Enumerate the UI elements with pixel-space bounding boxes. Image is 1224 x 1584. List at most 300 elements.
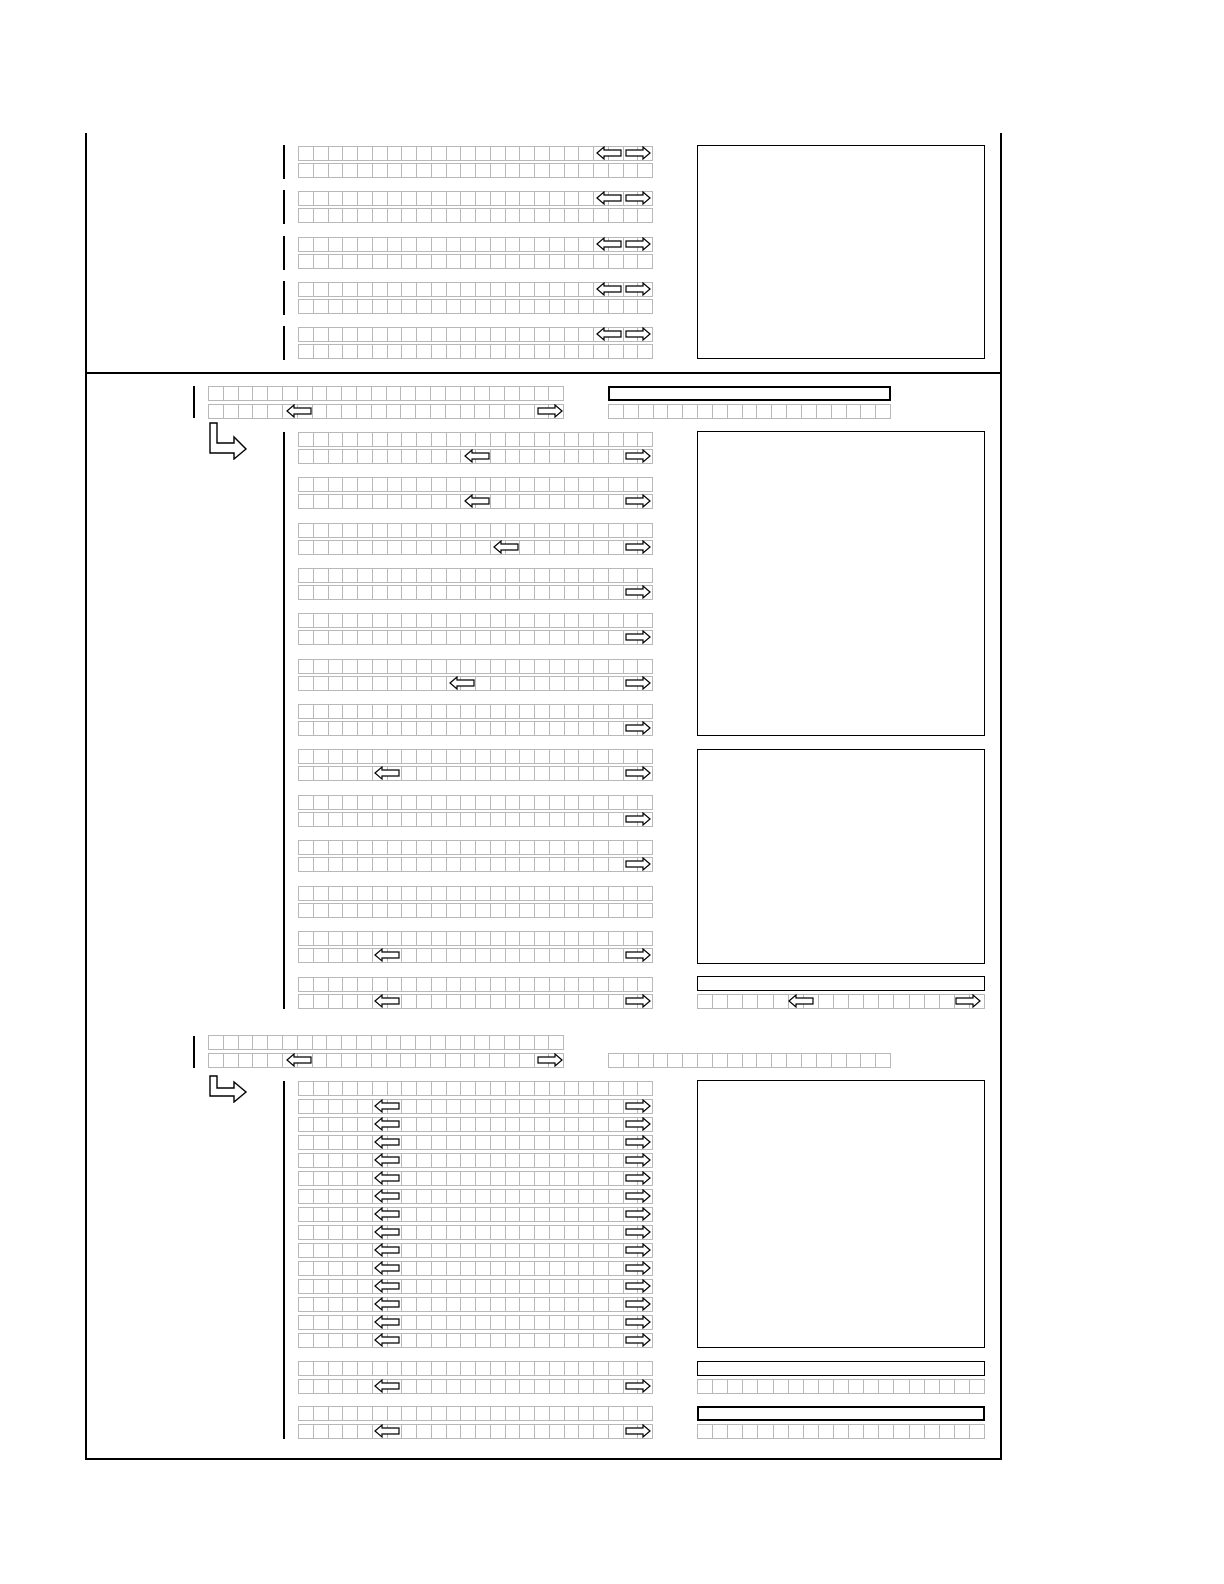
char-box[interactable] bbox=[476, 1135, 491, 1150]
char-box[interactable] bbox=[728, 1424, 743, 1439]
char-box[interactable] bbox=[447, 630, 462, 645]
char-box[interactable] bbox=[579, 1171, 594, 1186]
char-box[interactable] bbox=[638, 1081, 653, 1096]
char-box[interactable] bbox=[358, 163, 373, 178]
char-box[interactable] bbox=[579, 857, 594, 872]
char-box[interactable] bbox=[565, 299, 580, 314]
char-box[interactable] bbox=[520, 676, 535, 691]
char-box[interactable] bbox=[550, 327, 565, 342]
char-box[interactable] bbox=[550, 931, 565, 946]
char-box[interactable] bbox=[550, 494, 565, 509]
char-box[interactable] bbox=[506, 1424, 521, 1439]
char-box[interactable] bbox=[638, 886, 653, 901]
char-box[interactable] bbox=[447, 477, 462, 492]
char-box[interactable] bbox=[697, 1424, 713, 1439]
char-box[interactable] bbox=[535, 903, 550, 918]
char-box[interactable] bbox=[520, 191, 535, 206]
char-box[interactable] bbox=[417, 721, 432, 736]
char-box[interactable] bbox=[550, 1081, 565, 1096]
char-box[interactable] bbox=[447, 766, 462, 781]
char-box[interactable] bbox=[388, 659, 403, 674]
char-box[interactable] bbox=[550, 1379, 565, 1394]
char-box[interactable] bbox=[476, 1279, 491, 1294]
char-box[interactable] bbox=[565, 1243, 580, 1258]
char-box[interactable] bbox=[713, 994, 728, 1009]
char-box[interactable] bbox=[461, 1424, 476, 1439]
char-box[interactable] bbox=[329, 477, 344, 492]
char-box[interactable] bbox=[417, 282, 432, 297]
char-box[interactable] bbox=[432, 766, 447, 781]
char-box[interactable] bbox=[506, 613, 521, 628]
char-box[interactable] bbox=[550, 540, 565, 555]
char-box[interactable] bbox=[579, 568, 594, 583]
char-box[interactable] bbox=[609, 585, 624, 600]
char-box[interactable] bbox=[208, 404, 224, 419]
char-box[interactable] bbox=[520, 613, 535, 628]
char-box[interactable] bbox=[432, 1171, 447, 1186]
char-box[interactable] bbox=[298, 1315, 314, 1330]
char-box[interactable] bbox=[432, 523, 447, 538]
char-box[interactable] bbox=[535, 146, 550, 161]
char-box[interactable] bbox=[358, 432, 373, 447]
char-box[interactable] bbox=[461, 1315, 476, 1330]
char-box[interactable] bbox=[638, 299, 653, 314]
char-box[interactable] bbox=[447, 191, 462, 206]
char-box[interactable] bbox=[283, 386, 298, 401]
char-box[interactable] bbox=[594, 1279, 609, 1294]
char-box[interactable] bbox=[461, 749, 476, 764]
char-box[interactable] bbox=[402, 749, 417, 764]
char-box[interactable] bbox=[372, 1035, 387, 1050]
char-box[interactable] bbox=[491, 477, 506, 492]
char-box[interactable] bbox=[520, 254, 535, 269]
char-box[interactable] bbox=[417, 1333, 432, 1348]
char-box[interactable] bbox=[417, 886, 432, 901]
char-box[interactable] bbox=[683, 1053, 698, 1068]
char-box[interactable] bbox=[697, 994, 713, 1009]
char-box[interactable] bbox=[594, 208, 609, 223]
char-box[interactable] bbox=[594, 585, 609, 600]
char-box[interactable] bbox=[298, 795, 314, 810]
char-box[interactable] bbox=[343, 931, 358, 946]
char-box[interactable] bbox=[579, 1261, 594, 1276]
char-box[interactable] bbox=[506, 749, 521, 764]
char-box[interactable] bbox=[624, 568, 639, 583]
char-box[interactable] bbox=[565, 327, 580, 342]
char-box[interactable] bbox=[550, 282, 565, 297]
char-box[interactable] bbox=[358, 977, 373, 992]
char-box[interactable] bbox=[343, 1424, 358, 1439]
char-box[interactable] bbox=[550, 1135, 565, 1150]
char-box[interactable] bbox=[520, 540, 535, 555]
char-box[interactable] bbox=[506, 282, 521, 297]
char-box[interactable] bbox=[638, 840, 653, 855]
char-box[interactable] bbox=[329, 630, 344, 645]
char-box[interactable] bbox=[550, 163, 565, 178]
char-box[interactable] bbox=[461, 1297, 476, 1312]
char-box[interactable] bbox=[624, 659, 639, 674]
char-box[interactable] bbox=[550, 1279, 565, 1294]
char-box[interactable] bbox=[314, 344, 329, 359]
char-box[interactable] bbox=[535, 1315, 550, 1330]
char-box[interactable] bbox=[298, 1117, 314, 1132]
char-box[interactable] bbox=[638, 1406, 653, 1421]
char-box[interactable] bbox=[388, 1361, 403, 1376]
char-box[interactable] bbox=[476, 163, 491, 178]
char-box[interactable] bbox=[476, 1099, 491, 1114]
char-box[interactable] bbox=[298, 1279, 314, 1294]
char-box[interactable] bbox=[565, 1225, 580, 1240]
char-box[interactable] bbox=[476, 1424, 491, 1439]
char-box[interactable] bbox=[314, 795, 329, 810]
char-box[interactable] bbox=[461, 1243, 476, 1258]
char-box[interactable] bbox=[491, 1135, 506, 1150]
char-box[interactable] bbox=[579, 523, 594, 538]
char-box[interactable] bbox=[402, 1153, 417, 1168]
char-box[interactable] bbox=[298, 540, 314, 555]
char-box[interactable] bbox=[579, 1361, 594, 1376]
char-box[interactable] bbox=[565, 146, 580, 161]
char-box[interactable] bbox=[314, 630, 329, 645]
char-box[interactable] bbox=[491, 704, 506, 719]
char-box[interactable] bbox=[624, 254, 639, 269]
char-box[interactable] bbox=[447, 749, 462, 764]
char-box[interactable] bbox=[343, 344, 358, 359]
char-box[interactable] bbox=[638, 208, 653, 223]
char-box[interactable] bbox=[535, 630, 550, 645]
char-box[interactable] bbox=[461, 1117, 476, 1132]
total-bar[interactable] bbox=[697, 976, 985, 991]
char-box[interactable] bbox=[955, 1424, 970, 1439]
char-box[interactable] bbox=[358, 254, 373, 269]
char-box[interactable] bbox=[417, 208, 432, 223]
char-box[interactable] bbox=[876, 404, 891, 419]
char-box[interactable] bbox=[447, 282, 462, 297]
char-box[interactable] bbox=[609, 344, 624, 359]
char-box[interactable] bbox=[417, 795, 432, 810]
char-box[interactable] bbox=[314, 568, 329, 583]
char-box[interactable] bbox=[388, 977, 403, 992]
char-box[interactable] bbox=[373, 191, 388, 206]
char-box[interactable] bbox=[789, 1379, 804, 1394]
char-box[interactable] bbox=[329, 994, 344, 1009]
char-box[interactable] bbox=[476, 327, 491, 342]
char-box[interactable] bbox=[506, 146, 521, 161]
char-box[interactable] bbox=[329, 191, 344, 206]
char-box[interactable] bbox=[579, 191, 594, 206]
char-box[interactable] bbox=[447, 449, 462, 464]
char-box[interactable] bbox=[373, 1406, 388, 1421]
char-box[interactable] bbox=[565, 659, 580, 674]
char-box[interactable] bbox=[565, 795, 580, 810]
char-box[interactable] bbox=[447, 1424, 462, 1439]
char-box[interactable] bbox=[447, 948, 462, 963]
char-box[interactable] bbox=[461, 1261, 476, 1276]
char-box[interactable] bbox=[490, 386, 505, 401]
char-box[interactable] bbox=[609, 449, 624, 464]
char-box[interactable] bbox=[329, 1135, 344, 1150]
char-box[interactable] bbox=[624, 795, 639, 810]
char-box[interactable] bbox=[609, 1406, 624, 1421]
char-box[interactable] bbox=[343, 585, 358, 600]
char-box[interactable] bbox=[298, 676, 314, 691]
char-box[interactable] bbox=[476, 630, 491, 645]
char-box[interactable] bbox=[491, 977, 506, 992]
char-box[interactable] bbox=[491, 163, 506, 178]
char-box[interactable] bbox=[970, 1424, 985, 1439]
char-box[interactable] bbox=[298, 163, 314, 178]
char-box[interactable] bbox=[506, 568, 521, 583]
char-box[interactable] bbox=[476, 795, 491, 810]
char-box[interactable] bbox=[565, 1153, 580, 1168]
char-box[interactable] bbox=[343, 1406, 358, 1421]
char-box[interactable] bbox=[638, 749, 653, 764]
char-box[interactable] bbox=[608, 1053, 624, 1068]
char-box[interactable] bbox=[565, 1361, 580, 1376]
char-box-field[interactable] bbox=[298, 254, 653, 269]
char-box[interactable] bbox=[609, 254, 624, 269]
char-box[interactable] bbox=[432, 1207, 447, 1222]
char-box[interactable] bbox=[772, 404, 787, 419]
char-box[interactable] bbox=[432, 886, 447, 901]
char-box[interactable] bbox=[314, 1361, 329, 1376]
char-box[interactable] bbox=[550, 1406, 565, 1421]
char-box[interactable] bbox=[447, 1171, 462, 1186]
char-box[interactable] bbox=[417, 659, 432, 674]
char-box[interactable] bbox=[476, 191, 491, 206]
char-box[interactable] bbox=[638, 613, 653, 628]
char-box[interactable] bbox=[609, 749, 624, 764]
char-box[interactable] bbox=[520, 1424, 535, 1439]
char-box[interactable] bbox=[476, 1207, 491, 1222]
char-box[interactable] bbox=[387, 1035, 402, 1050]
char-box[interactable] bbox=[535, 540, 550, 555]
char-box[interactable] bbox=[491, 994, 506, 1009]
char-box[interactable] bbox=[329, 494, 344, 509]
char-box-field[interactable] bbox=[208, 1053, 564, 1068]
char-box[interactable] bbox=[343, 523, 358, 538]
char-box[interactable] bbox=[609, 1424, 624, 1439]
char-box[interactable] bbox=[402, 1424, 417, 1439]
char-box[interactable] bbox=[432, 585, 447, 600]
char-box[interactable] bbox=[476, 704, 491, 719]
char-box[interactable] bbox=[491, 237, 506, 252]
char-box[interactable] bbox=[388, 523, 403, 538]
char-box[interactable] bbox=[343, 721, 358, 736]
char-box[interactable] bbox=[609, 1207, 624, 1222]
char-box[interactable] bbox=[475, 404, 490, 419]
char-box[interactable] bbox=[506, 840, 521, 855]
char-box[interactable] bbox=[925, 994, 940, 1009]
char-box[interactable] bbox=[417, 1081, 432, 1096]
char-box[interactable] bbox=[535, 812, 550, 827]
char-box[interactable] bbox=[774, 1424, 789, 1439]
char-box[interactable] bbox=[594, 1153, 609, 1168]
char-box[interactable] bbox=[329, 1207, 344, 1222]
char-box[interactable] bbox=[358, 1153, 373, 1168]
char-box[interactable] bbox=[624, 704, 639, 719]
header-bar[interactable] bbox=[608, 386, 891, 401]
char-box[interactable] bbox=[624, 432, 639, 447]
char-box[interactable] bbox=[329, 795, 344, 810]
char-box[interactable] bbox=[565, 432, 580, 447]
char-box[interactable] bbox=[208, 1035, 224, 1050]
char-box[interactable] bbox=[476, 886, 491, 901]
char-box[interactable] bbox=[358, 568, 373, 583]
char-box[interactable] bbox=[802, 1053, 817, 1068]
char-box[interactable] bbox=[432, 1261, 447, 1276]
char-box[interactable] bbox=[343, 208, 358, 223]
char-box[interactable] bbox=[402, 886, 417, 901]
char-box[interactable] bbox=[565, 237, 580, 252]
char-box[interactable] bbox=[358, 630, 373, 645]
char-box[interactable] bbox=[491, 749, 506, 764]
char-box[interactable] bbox=[638, 344, 653, 359]
char-box[interactable] bbox=[491, 299, 506, 314]
char-box[interactable] bbox=[417, 1171, 432, 1186]
char-box[interactable] bbox=[638, 1361, 653, 1376]
char-box[interactable] bbox=[447, 568, 462, 583]
char-box[interactable] bbox=[358, 1135, 373, 1150]
char-box[interactable] bbox=[329, 1261, 344, 1276]
char-box[interactable] bbox=[565, 1171, 580, 1186]
char-box[interactable] bbox=[358, 282, 373, 297]
char-box[interactable] bbox=[343, 1117, 358, 1132]
char-box[interactable] bbox=[446, 1035, 461, 1050]
char-box[interactable] bbox=[520, 749, 535, 764]
char-box[interactable] bbox=[314, 659, 329, 674]
char-box[interactable] bbox=[417, 840, 432, 855]
char-box[interactable] bbox=[505, 386, 520, 401]
char-box[interactable] bbox=[565, 903, 580, 918]
char-box[interactable] bbox=[683, 404, 698, 419]
char-box[interactable] bbox=[594, 1379, 609, 1394]
char-box[interactable] bbox=[298, 1261, 314, 1276]
char-box[interactable] bbox=[535, 254, 550, 269]
char-box[interactable] bbox=[329, 1225, 344, 1240]
char-box[interactable] bbox=[638, 254, 653, 269]
char-box[interactable] bbox=[432, 540, 447, 555]
char-box[interactable] bbox=[506, 1207, 521, 1222]
char-box-field[interactable] bbox=[298, 1315, 653, 1330]
char-box[interactable] bbox=[638, 977, 653, 992]
char-box[interactable] bbox=[506, 766, 521, 781]
char-box[interactable] bbox=[343, 568, 358, 583]
char-box[interactable] bbox=[535, 749, 550, 764]
char-box-field[interactable] bbox=[208, 386, 564, 401]
char-box[interactable] bbox=[550, 254, 565, 269]
char-box[interactable] bbox=[239, 404, 254, 419]
char-box[interactable] bbox=[565, 1261, 580, 1276]
char-box[interactable] bbox=[594, 1424, 609, 1439]
char-box[interactable] bbox=[329, 948, 344, 963]
char-box[interactable] bbox=[609, 163, 624, 178]
char-box[interactable] bbox=[461, 994, 476, 1009]
char-box[interactable] bbox=[373, 903, 388, 918]
char-box[interactable] bbox=[461, 630, 476, 645]
char-box[interactable] bbox=[506, 630, 521, 645]
char-box[interactable] bbox=[329, 977, 344, 992]
char-box[interactable] bbox=[506, 795, 521, 810]
char-box[interactable] bbox=[447, 721, 462, 736]
char-box-field[interactable] bbox=[298, 1361, 653, 1376]
char-box[interactable] bbox=[314, 1099, 329, 1114]
char-box[interactable] bbox=[609, 931, 624, 946]
char-box[interactable] bbox=[550, 840, 565, 855]
char-box[interactable] bbox=[343, 327, 358, 342]
char-box[interactable] bbox=[565, 721, 580, 736]
char-box[interactable] bbox=[520, 477, 535, 492]
char-box[interactable] bbox=[298, 1035, 313, 1050]
char-box[interactable] bbox=[432, 1361, 447, 1376]
char-box[interactable] bbox=[609, 1225, 624, 1240]
char-box[interactable] bbox=[579, 795, 594, 810]
char-box[interactable] bbox=[447, 1081, 462, 1096]
char-box[interactable] bbox=[329, 540, 344, 555]
char-box[interactable] bbox=[535, 977, 550, 992]
char-box[interactable] bbox=[594, 948, 609, 963]
char-box[interactable] bbox=[298, 282, 314, 297]
char-box[interactable] bbox=[550, 1361, 565, 1376]
char-box[interactable] bbox=[402, 1171, 417, 1186]
char-box[interactable] bbox=[461, 208, 476, 223]
char-box[interactable] bbox=[447, 432, 462, 447]
char-box[interactable] bbox=[565, 886, 580, 901]
char-box[interactable] bbox=[535, 721, 550, 736]
char-box[interactable] bbox=[491, 721, 506, 736]
char-box[interactable] bbox=[343, 1135, 358, 1150]
char-box[interactable] bbox=[373, 477, 388, 492]
char-box[interactable] bbox=[624, 1081, 639, 1096]
char-box[interactable] bbox=[624, 840, 639, 855]
char-box[interactable] bbox=[373, 613, 388, 628]
char-box[interactable] bbox=[550, 721, 565, 736]
char-box[interactable] bbox=[565, 1379, 580, 1394]
char-box-field[interactable] bbox=[298, 477, 653, 492]
char-box[interactable] bbox=[373, 812, 388, 827]
char-box[interactable] bbox=[609, 1081, 624, 1096]
char-box[interactable] bbox=[417, 1297, 432, 1312]
char-box[interactable] bbox=[579, 886, 594, 901]
char-box[interactable] bbox=[373, 146, 388, 161]
char-box[interactable] bbox=[476, 766, 491, 781]
char-box[interactable] bbox=[358, 540, 373, 555]
char-box[interactable] bbox=[461, 1225, 476, 1240]
char-box[interactable] bbox=[373, 208, 388, 223]
char-box[interactable] bbox=[847, 404, 862, 419]
char-box[interactable] bbox=[432, 191, 447, 206]
char-box[interactable] bbox=[343, 477, 358, 492]
char-box[interactable] bbox=[461, 386, 476, 401]
char-box[interactable] bbox=[343, 977, 358, 992]
char-box[interactable] bbox=[388, 749, 403, 764]
char-box[interactable] bbox=[774, 1379, 789, 1394]
char-box[interactable] bbox=[417, 857, 432, 872]
char-box[interactable] bbox=[343, 1243, 358, 1258]
char-box[interactable] bbox=[506, 1315, 521, 1330]
char-box[interactable] bbox=[550, 1117, 565, 1132]
char-box[interactable] bbox=[402, 613, 417, 628]
char-box[interactable] bbox=[432, 1135, 447, 1150]
char-box[interactable] bbox=[417, 327, 432, 342]
char-box[interactable] bbox=[535, 1243, 550, 1258]
char-box[interactable] bbox=[491, 812, 506, 827]
char-box[interactable] bbox=[461, 857, 476, 872]
char-box[interactable] bbox=[594, 1315, 609, 1330]
char-box[interactable] bbox=[298, 299, 314, 314]
char-box[interactable] bbox=[329, 676, 344, 691]
char-box[interactable] bbox=[579, 1207, 594, 1222]
